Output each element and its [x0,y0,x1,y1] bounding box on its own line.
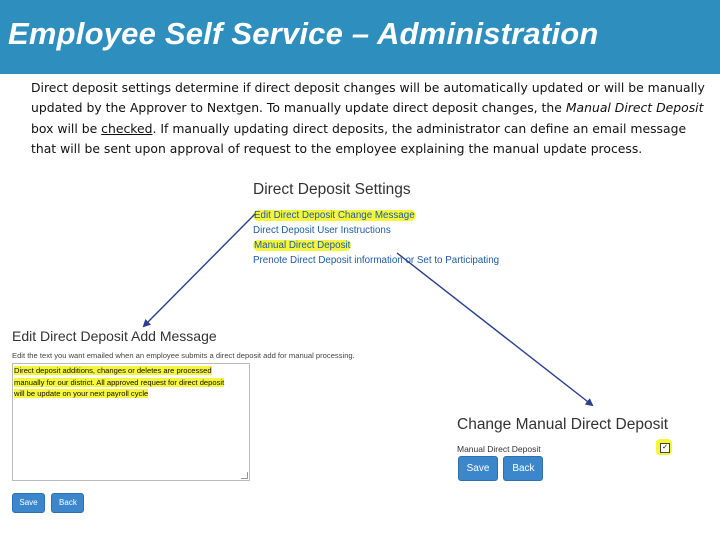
edit-message-heading: Edit Direct Deposit Add Message [12,328,217,344]
desc-checked: checked [101,120,153,136]
desc-italic: Manual Direct Deposit [565,100,704,116]
message-line: manually for our district. All approved request for direct deposit [14,377,225,387]
manual-direct-deposit-checkbox[interactable]: ✓ [660,443,670,453]
direct-deposit-settings-heading: Direct Deposit Settings [253,181,411,198]
message-line: Direct deposit additions, changes or deletes are processed [14,366,212,375]
change-back-button[interactable]: Back [503,456,543,481]
desc-part1: Direct deposit settings determine if direct deposit changes will be automatically updated or will be manually updated by the Approver to Nextgen. To manually update direct deposit changes, the [31,80,705,116]
link-manual-direct-deposit-label: Manual Direct Deposit [254,240,351,251]
slide-title: Employee Self Service – Administration [8,16,599,51]
edit-save-button[interactable]: Save [12,493,45,513]
arrow-to-change-manual [397,253,592,405]
desc-part2: box will be [31,120,102,136]
edit-message-instructions: Edit the text you want emailed when an employee submits a direct deposit add for manual processing. [12,351,355,360]
link-prenote-direct-deposit[interactable]: Prenote Direct Deposit information or Set to Participating [253,255,500,266]
manual-direct-deposit-label: Manual Direct Deposit [457,444,541,454]
change-save-button[interactable]: Save [458,456,498,481]
message-line: will be update on your next payroll cycle [14,389,149,398]
desc-part3: . If manually updating direct deposits, the administrator can define an email message that will be sent upon approval of request to the employee explaining the manual update process. [31,120,687,157]
link-edit-change-message-label: Edit Direct Deposit Change Message [254,210,415,221]
link-user-instructions[interactable]: Direct Deposit User Instructions [253,225,391,236]
arrow-to-edit-message [144,214,255,326]
change-manual-heading: Change Manual Direct Deposit [457,416,669,433]
edit-back-button[interactable]: Back [51,493,84,513]
